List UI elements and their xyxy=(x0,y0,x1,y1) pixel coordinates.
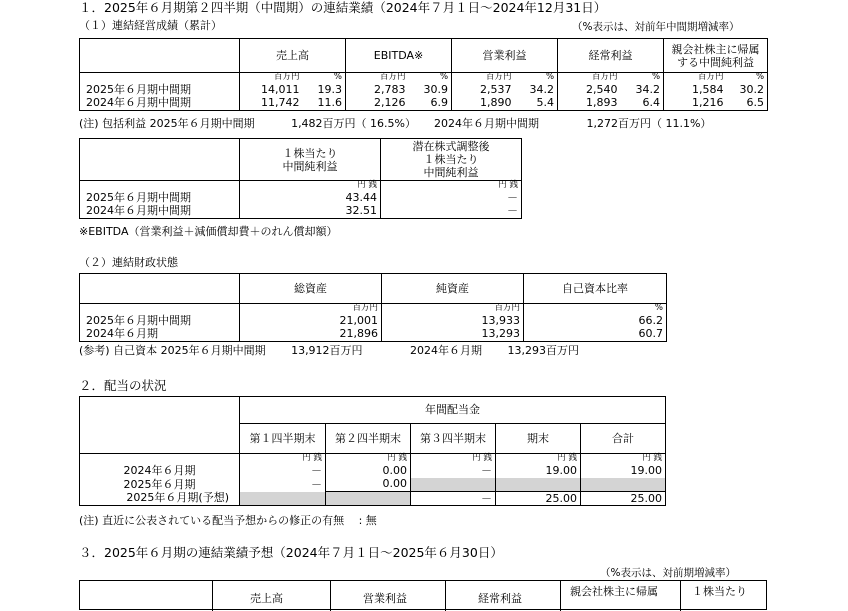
row-label: 2024年６月期 xyxy=(80,464,240,478)
header-net-profit: 親会社株主に帰属 xyxy=(570,585,658,598)
header-eps-line2: 中間純利益 xyxy=(282,159,338,173)
cell-value: 5.4 xyxy=(515,97,558,111)
cell-value: 30.9 xyxy=(409,83,452,97)
cell-value: 2,540 xyxy=(586,82,618,96)
shaded-cell xyxy=(240,492,326,506)
table-row xyxy=(80,492,666,506)
unit-yen-sen: 円 銭 xyxy=(240,181,381,191)
header-ordinary-profit: 経常利益 xyxy=(478,592,522,605)
unit-percent: % xyxy=(409,73,452,83)
cell-value: － xyxy=(411,464,496,478)
shaded-cell xyxy=(326,492,411,506)
section1-subtitle: （１）連結経営成績（累計） xyxy=(79,19,222,32)
cell-value: 32.51 xyxy=(240,205,381,219)
cell-value: 1,890 xyxy=(452,97,515,111)
cell-value: 30.2 xyxy=(727,83,768,97)
table-row xyxy=(80,83,768,97)
row-label: 2024年６月期中間期 xyxy=(80,97,240,111)
header-sales: 売上高 xyxy=(250,592,283,605)
divider xyxy=(445,581,446,611)
cell-value: 25.00 xyxy=(581,492,666,506)
header-operating-profit: 営業利益 xyxy=(363,592,407,605)
section1-title: １．2025年６月期第２四半期（中間期）の連結業績（2024年７月１日～2024年12月31日） xyxy=(79,0,607,15)
header-net-profit-line2: する中間純利益 xyxy=(677,55,755,69)
cell-value: 14,011 xyxy=(261,82,300,96)
divider xyxy=(330,581,331,611)
cell-value: 25.00 xyxy=(496,492,581,506)
header-blank xyxy=(80,274,240,304)
dividend-revision-note: (注) 直近に公表されている配当予想からの修正の有無 : 無 xyxy=(79,514,377,527)
cell-value: 2,783 xyxy=(374,82,406,96)
header-annual-dividend: 年間配当金 xyxy=(240,397,666,424)
cell-value: 6.9 xyxy=(409,97,452,111)
row-label: 2024年６月期中間期 xyxy=(80,205,240,219)
financial-position-table xyxy=(79,273,667,342)
cell-value: 11,742 xyxy=(240,97,303,111)
header-eps-line1: １株当たり xyxy=(282,146,338,160)
header-year-end: 期末 xyxy=(496,424,581,454)
header-q3-end: 第３四半期末 xyxy=(411,424,496,454)
unit-percent: % xyxy=(727,73,768,83)
header-diluted-eps-line2: １株当たり xyxy=(423,153,479,166)
row-label: 2025年６月期中間期 xyxy=(80,83,240,97)
operating-results-table xyxy=(79,38,768,111)
section4-pct-note: （%表示は、対前期増減率） xyxy=(600,567,736,579)
cell-value: 43.44 xyxy=(240,191,381,205)
cell-value: 21,896 xyxy=(240,328,382,342)
cell-value: 1,216 xyxy=(664,97,727,111)
header-sales: 売上高 xyxy=(240,39,346,73)
header-eps xyxy=(240,139,381,181)
cell-value: 66.2 xyxy=(524,314,667,328)
header-q1-end: 第１四半期末 xyxy=(240,424,326,454)
header-blank xyxy=(80,39,240,73)
divider xyxy=(212,581,213,611)
unit-million: 百万円 xyxy=(592,72,618,83)
header-diluted-eps-line3: 中間純利益 xyxy=(423,166,479,179)
unit-percent: % xyxy=(303,73,346,83)
cell-value: 13,293 xyxy=(382,328,524,342)
eps-table xyxy=(79,138,522,219)
cell-value: 6.5 xyxy=(727,97,768,111)
header-blank xyxy=(80,139,240,181)
table-row xyxy=(80,314,667,328)
shaded-cell xyxy=(496,478,581,492)
section2-subtitle: （２）連結財政状態 xyxy=(79,256,178,269)
unit-row xyxy=(80,181,522,191)
table-row xyxy=(80,464,666,478)
header-ebitda: EBITDA※ xyxy=(346,39,452,73)
divider xyxy=(680,581,681,611)
cell-value: 11.6 xyxy=(303,97,346,111)
header-net-profit xyxy=(664,39,768,73)
table-row xyxy=(80,205,522,219)
header-net-profit-line1: 親会社株主に帰属 xyxy=(671,42,760,56)
header-operating-profit: 営業利益 xyxy=(452,39,558,73)
ebitda-note: ※EBITDA（営業利益＋減価償却費＋のれん償却額） xyxy=(79,225,338,238)
unit-row xyxy=(80,73,768,83)
header-total: 合計 xyxy=(581,424,666,454)
cell-value: 0.00 xyxy=(326,478,411,492)
cell-value: 19.3 xyxy=(303,83,346,97)
equity-note: (参考) 自己資本 2025年６月期中間期 13,912百万円 2024年６月期 13,293百万円 xyxy=(79,344,580,357)
section1-pct-note: （%表示は、対前年中間期増減率） xyxy=(572,21,740,33)
divider xyxy=(560,581,561,611)
unit-million: 百万円 xyxy=(240,304,382,314)
section4-title: ３．2025年６月期の連結業績予想（2024年７月１日～2025年６月30日） xyxy=(79,545,503,560)
cell-value: 19.00 xyxy=(496,464,581,478)
cell-value: 19.00 xyxy=(581,464,666,478)
unit-row xyxy=(80,304,667,314)
cell-value: 1,893 xyxy=(558,97,621,111)
table-row xyxy=(80,97,768,111)
unit-row xyxy=(80,454,666,464)
unit-million: 百万円 xyxy=(240,73,303,83)
table-row xyxy=(80,191,522,205)
row-label: 2025年６月期中間期 xyxy=(80,191,240,205)
unit-yen-sen: 円 銭 xyxy=(496,454,581,464)
header-diluted-eps xyxy=(381,139,522,181)
header-ordinary-profit: 経常利益 xyxy=(558,39,664,73)
header-eps: １株当たり xyxy=(692,585,747,598)
unit-yen-sen: 円 銭 xyxy=(581,454,666,464)
cell-value: － xyxy=(240,478,326,492)
row-label: 2025年６月期(予想) xyxy=(80,492,240,506)
cell-value: 13,933 xyxy=(382,314,524,328)
unit-yen-sen: 円 銭 xyxy=(240,454,326,464)
unit-million: 百万円 xyxy=(379,72,406,83)
header-q2-end: 第２四半期末 xyxy=(326,424,411,454)
table-row xyxy=(80,328,667,342)
shaded-cell xyxy=(411,478,496,492)
cell-value: 34.2 xyxy=(621,83,664,97)
unit-yen-sen: 円 銭 xyxy=(411,454,496,464)
cell-value: 2,126 xyxy=(346,97,409,111)
cell-value: 60.7 xyxy=(524,328,667,342)
cell-value: 1,584 xyxy=(692,82,724,96)
cell-value: 34.2 xyxy=(515,83,558,97)
cell-value: － xyxy=(381,191,522,205)
unit-million: 百万円 xyxy=(698,72,724,83)
unit-yen-sen: 円 銭 xyxy=(326,454,411,464)
cell-value: － xyxy=(381,205,522,219)
unit-percent: % xyxy=(621,73,664,83)
cell-value: 6.4 xyxy=(621,97,664,111)
cell-value: － xyxy=(411,492,496,506)
header-diluted-eps-line1: 潜在株式調整後 xyxy=(412,140,490,153)
comprehensive-income-note: (注) 包括利益 2025年６月期中間期 1,482百万円（ 16.5%） 2024年６月期中間期 1,272百万円（ 11.1%） xyxy=(79,117,712,130)
shaded-cell xyxy=(581,478,666,492)
unit-million: 百万円 xyxy=(382,304,524,314)
unit-yen-sen: 円 銭 xyxy=(381,181,522,191)
table-row xyxy=(80,478,666,492)
cell-value: － xyxy=(240,464,326,478)
forecast-table xyxy=(79,580,767,610)
unit-percent: % xyxy=(524,304,667,314)
header-blank xyxy=(80,397,240,454)
row-label: 2024年６月期 xyxy=(80,328,240,342)
section3-title: ２．配当の状況 xyxy=(79,378,167,393)
header-equity-ratio: 自己資本比率 xyxy=(524,274,667,304)
cell-value: 2,537 xyxy=(480,82,512,96)
unit-million: 百万円 xyxy=(486,72,512,83)
row-label: 2025年６月期中間期 xyxy=(80,314,240,328)
cell-value: 21,001 xyxy=(240,314,382,328)
header-net-assets: 純資産 xyxy=(382,274,524,304)
cell-value: 0.00 xyxy=(326,464,411,478)
unit-percent: % xyxy=(515,73,558,83)
header-total-assets: 総資産 xyxy=(240,274,382,304)
row-label: 2025年６月期 xyxy=(80,478,240,492)
dividend-table xyxy=(79,396,666,506)
